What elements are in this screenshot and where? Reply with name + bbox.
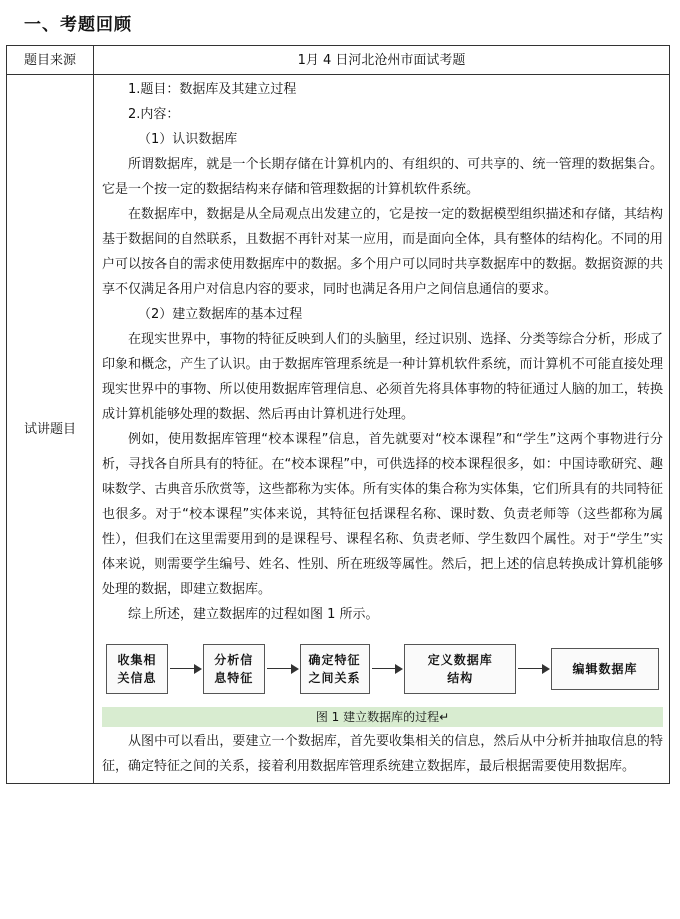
flow-arrow-icon: [516, 663, 551, 675]
flow-step-define: 定义数据库 结构: [404, 644, 516, 694]
paragraph-4: 例如，使用数据库管理“校本课程”信息，首先就要对“校本课程”和“学生”这两个事物进行分析，寻找各自所具有的特征。在“校本课程”中，可供选择的校本课程很多，如：中国诗歌研究、趣味数学、古典音乐欣赏等，这些都称为实体。所有实体的集合称为实体集，它们所具有的共同特征也很多。对于“校本课程”实体来说，其特征包括课程名称、课时数、负责老师等（这些都称为属性），但我们在这里需要用到的是课程号、课程名称、负责老师、学生数四个属性。对于“学生”实体来说，则需要学生编号、姓名、性别、所在班级等属性。然后，把上述的信息转换成计算机能够处理的数据，即建立数据库。: [102, 432, 663, 597]
source-label: 题目来源: [7, 46, 94, 75]
table-row-source: [7, 46, 670, 75]
paragraph-2: 在数据库中，数据是从全局观点出发建立的，它是按一定的数据模型组织描述和存储，其结构基于数据间的自然联系，且数据不再针对某一应用，而是面向全体，具有整体的结构化。不同的用户可以按各自的需求使用数据库中的数据。多个用户可以同时共享数据库中的数据。数据资源的共享不仅满足各用户对信息内容的要求，同时也满足各用户之间信息通信的要求。: [102, 207, 663, 297]
exam-question-table: [6, 45, 670, 784]
flow-step-analyze: 分析信 息特征: [203, 644, 265, 694]
flow-arrow-icon: [265, 663, 300, 675]
paragraph-1: 所谓数据库，就是一个长期存储在计算机内的、有组织的、可共享的、统一管理的数据集合。它是一个按一定的数据结构来存储和管理数据的计算机软件系统。: [102, 157, 663, 197]
section-heading: 一、考题回顾: [24, 15, 132, 35]
flow-step-collect: 收集相 关信息: [106, 644, 168, 694]
figure-caption: 图 1 建立数据库的过程↵: [102, 707, 663, 727]
paragraph-6: 从图中可以看出，要建立一个数据库，首先要收集相关的信息，然后从中分析并抽取信息的特征，确定特征之间的关系，接着利用数据库管理系统建立数据库，最后根据需要使用数据库。: [102, 734, 663, 774]
source-value: 1月 4 日河北沧州市面试考题: [94, 46, 670, 75]
flow-step-relations: 确定特征 之间关系: [300, 644, 370, 694]
flow-step-edit: 编辑数据库: [551, 648, 659, 690]
topic-title-line: 1.题目：数据库及其建立过程: [128, 82, 297, 97]
paragraph-3: 在现实世界中，事物的特征反映到人们的头脑里，经过识别、选择、分类等综合分析，形成了印象和概念，产生了认识。由于数据库管理系统是一种计算机软件系统，而计算机不可能直接处理现实世界中的事物、所以使用数据库管理信息、必须首先将具体事物的特征通过人脑的加工，转换成计算机能够处理的数据、然后再由计算机进行处理。: [102, 332, 663, 422]
subheading-1: （1）认识数据库: [138, 132, 238, 147]
subheading-2: （2）建立数据库的基本过程: [138, 307, 303, 322]
content-line: 2.内容：: [128, 107, 180, 122]
process-figure: [102, 633, 663, 727]
process-flowchart: [102, 633, 663, 705]
topic-content: [94, 75, 670, 784]
paragraph-5: 综上所述，建立数据库的过程如图 1 所示。: [128, 607, 379, 622]
flow-arrow-icon: [370, 663, 405, 675]
topic-label: 试讲题目: [7, 75, 94, 784]
table-row-topic: [7, 75, 670, 784]
flow-arrow-icon: [168, 663, 203, 675]
